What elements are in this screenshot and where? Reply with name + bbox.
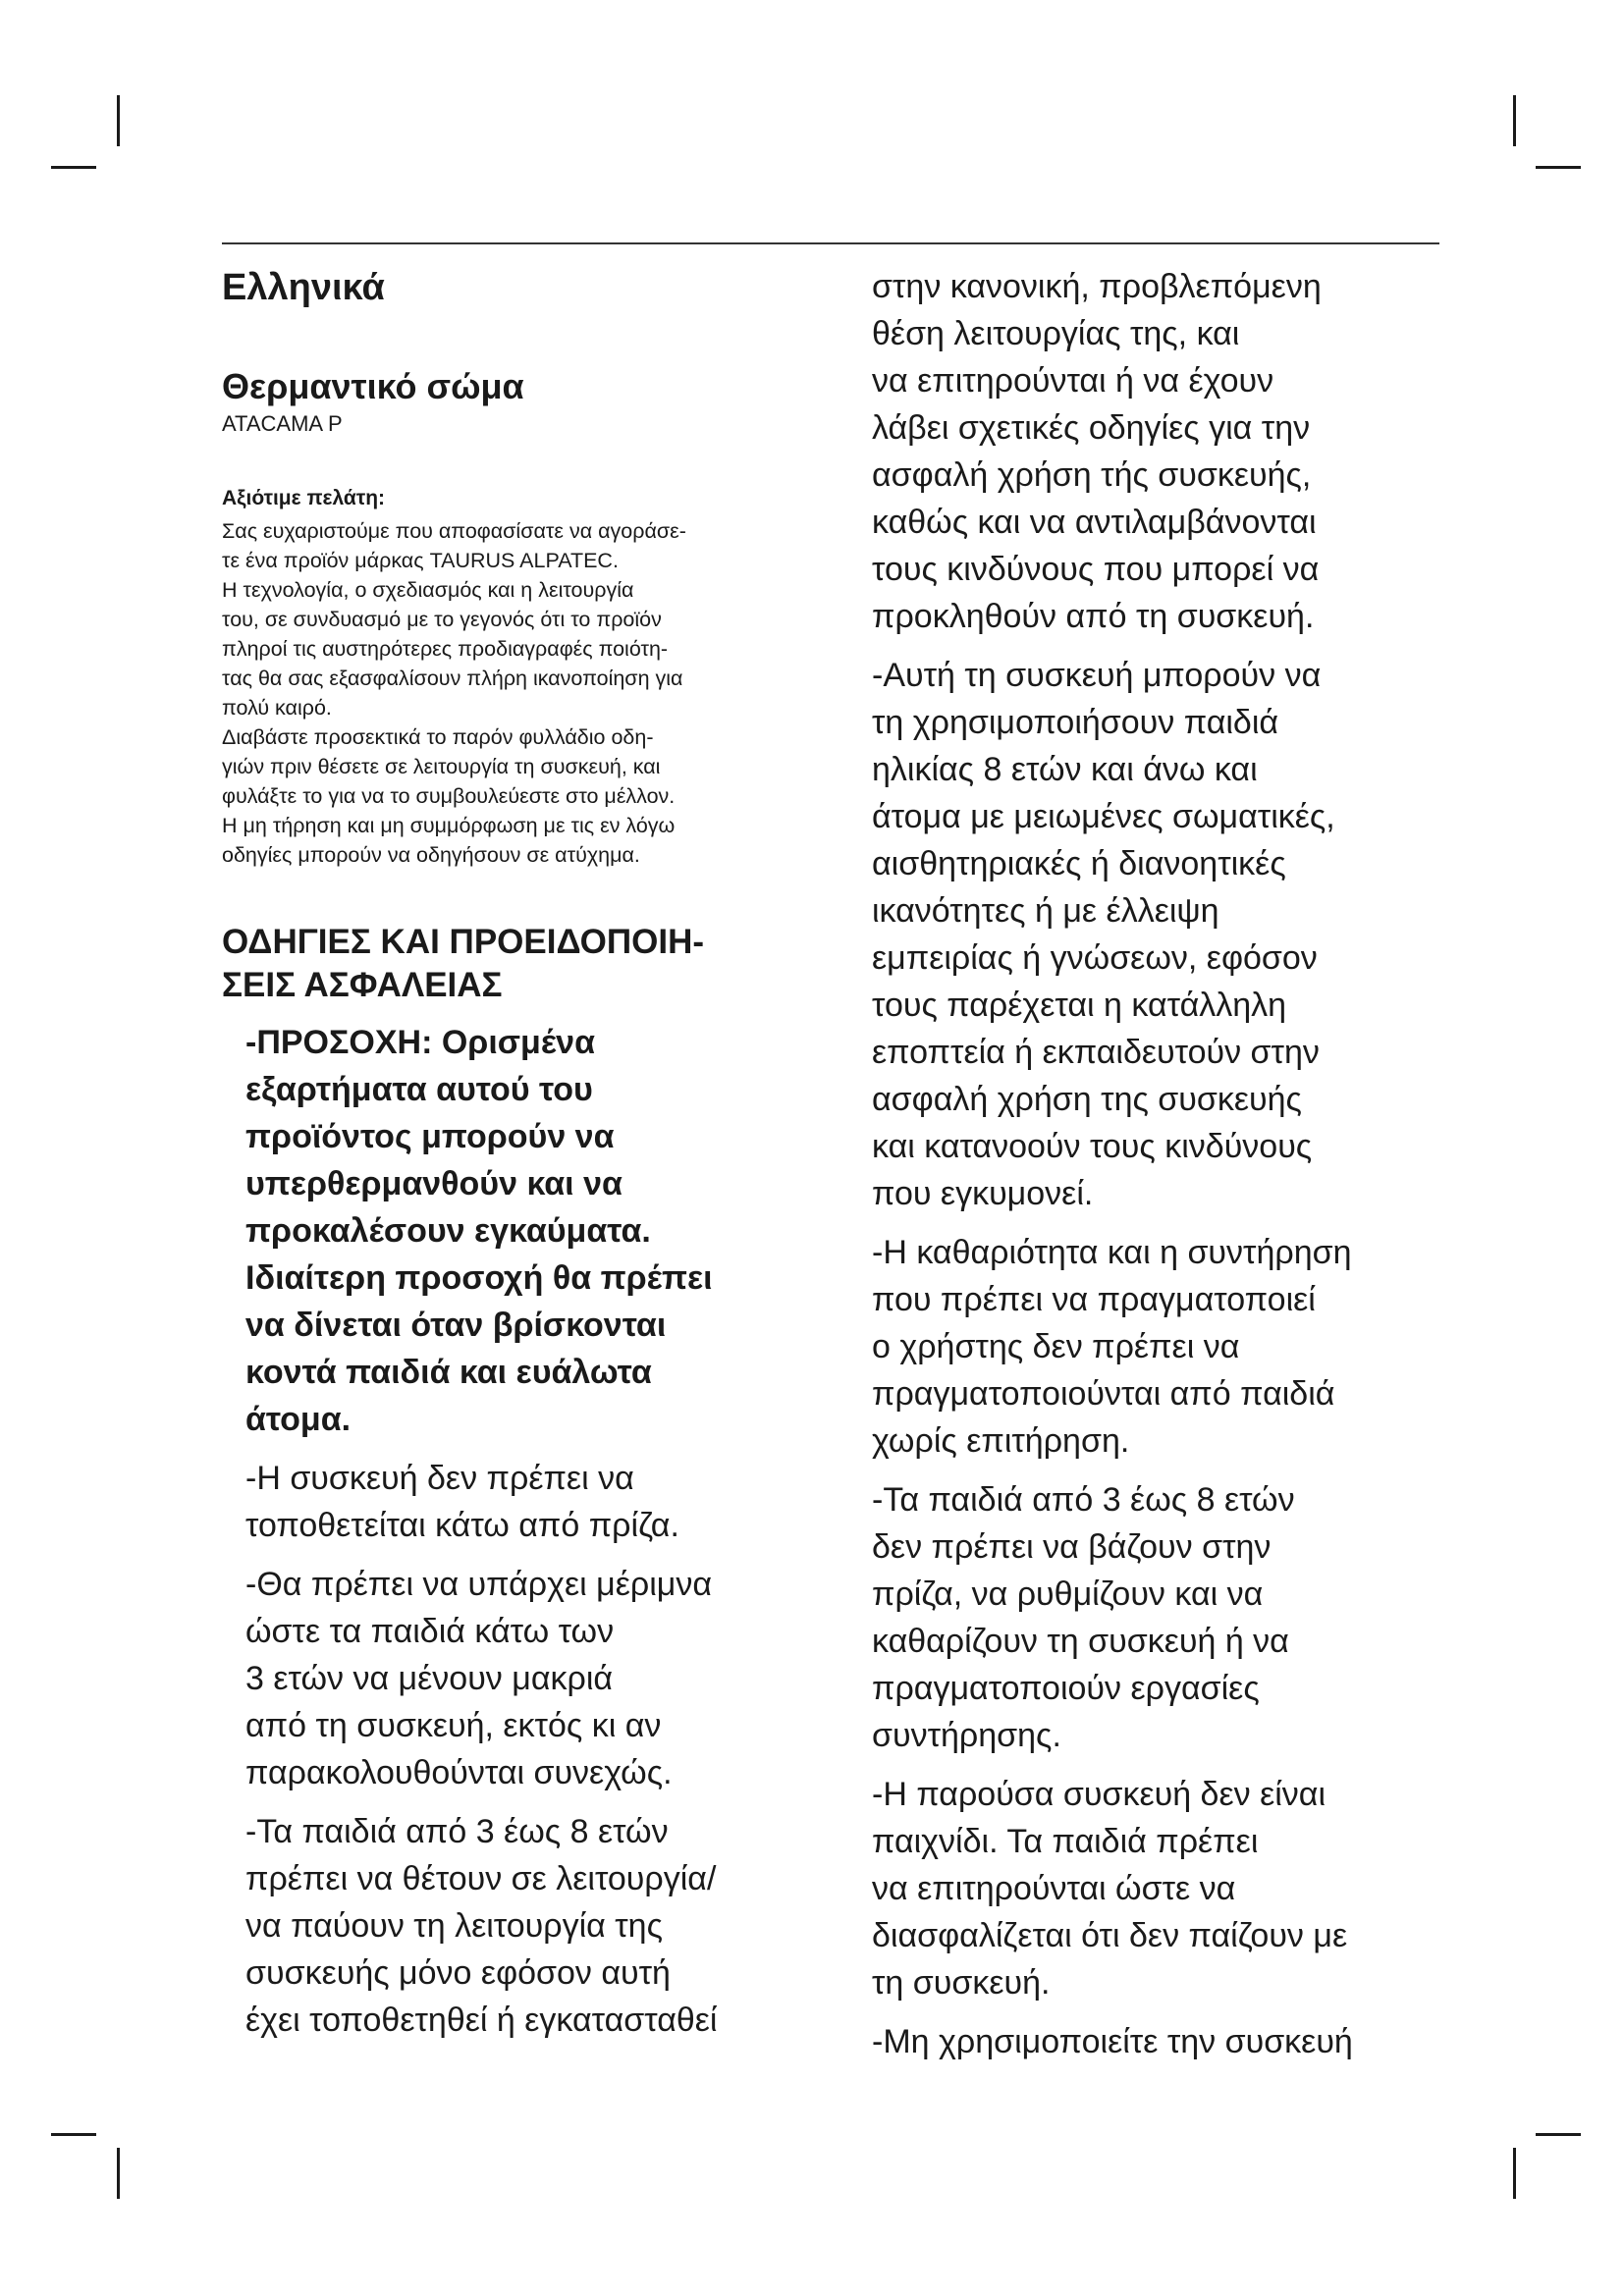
- crop-mark: [117, 95, 120, 146]
- safety-section-title: [222, 921, 850, 1007]
- instruction-line: έχει τοποθετηθεί ή εγκατασταθεί: [245, 2002, 718, 2039]
- intro-line: οδηγίες μπορούν να οδηγήσουν σε ατύχημα.: [222, 843, 640, 867]
- instruction-line: και κατανοούν τους κινδύνους: [872, 1128, 1313, 1165]
- instruction-line: από τη συσκευή, εκτός κι αν: [245, 1707, 662, 1744]
- instruction-line: -Αυτή τη συσκευή μπορούν να: [872, 657, 1322, 694]
- instruction-children-8-up: [872, 652, 1461, 1217]
- instruction-cleaning: [872, 1229, 1461, 1465]
- warning-line: εξαρτήματα αυτού του: [245, 1071, 593, 1108]
- instruction-line: που πρέπει να πραγματοποιεί: [872, 1281, 1316, 1318]
- top-rule: [222, 242, 1439, 244]
- instruction-line: τους κινδύνους που μπορεί να: [872, 551, 1320, 588]
- instruction-line: πραγματοποιούνται από παιδιά: [872, 1375, 1335, 1413]
- instruction-line: διασφαλίζεται ότι δεν παίζουν με: [872, 1917, 1348, 1954]
- instruction-line: δεν πρέπει να βάζουν στην: [872, 1528, 1272, 1566]
- instruction-line: ικανότητες ή με έλλειψη: [872, 892, 1219, 930]
- crop-mark: [51, 2133, 96, 2136]
- intro-line: Η μη τήρηση και μη συμμόρφωση με τις εν λόγω: [222, 814, 676, 837]
- instruction-line: τους παρέχεται η κατάλληλη: [872, 987, 1287, 1024]
- instruction-line: ασφαλή χρήση της συσκευής: [872, 1081, 1302, 1118]
- warning-line: άτομα.: [245, 1401, 352, 1438]
- instruction-do-not-use: [872, 2018, 1461, 2065]
- crop-mark: [1513, 95, 1516, 146]
- instruction-line: λάβει σχετικές οδηγίες για την: [872, 409, 1311, 447]
- instruction-line: -Η παρούσα συσκευή δεν είναι: [872, 1776, 1326, 1813]
- instruction-line: τοποθετείται κάτω από πρίζα.: [245, 1507, 679, 1544]
- crop-mark: [117, 2148, 120, 2199]
- crop-mark: [1536, 2133, 1581, 2136]
- burn-warning: [245, 1019, 850, 1443]
- instruction-children-3-to-8-operate: [245, 1808, 850, 2044]
- instruction-line: καθαρίζουν τη συσκευή ή να: [872, 1623, 1289, 1660]
- product-title: Θερμαντικό σώμα: [222, 366, 524, 406]
- instruction-line: προκληθούν από τη συσκευή.: [872, 598, 1315, 635]
- model-name: ATACAMA P: [222, 411, 343, 436]
- intro-line: του, σε συνδυασμό με το γεγονός ότι το προϊόν: [222, 608, 662, 631]
- crop-mark: [51, 166, 96, 169]
- instruction-line: πρέπει να θέτουν σε λειτουργία/: [245, 1860, 717, 1897]
- intro-line: τε ένα προϊόν μάρκας TAURUS ALPATEC.: [222, 549, 619, 572]
- instruction-children-3-to-8-plug: [872, 1476, 1461, 1759]
- instruction-line: χωρίς επιτήρηση.: [872, 1422, 1130, 1460]
- instruction-line: -Τα παιδιά από 3 έως 8 ετών: [245, 1813, 669, 1850]
- instruction-line: να παύουν τη λειτουργία της: [245, 1907, 663, 1945]
- instruction-line: -Μη χρησιμοποιείτε την συσκευή: [872, 2023, 1353, 2060]
- instruction-children-under-3: [245, 1561, 850, 1796]
- warning-line: υπερθερμανθούν και να: [245, 1165, 623, 1202]
- instruction-line: 3 ετών να μένουν μακριά: [245, 1660, 614, 1697]
- instruction-line: -Θα πρέπει να υπάρχει μέριμνα: [245, 1566, 713, 1603]
- instruction-line: άτομα με μειωμένες σωματικές,: [872, 798, 1335, 835]
- left-column: [222, 263, 850, 2056]
- intro-line: τας θα σας εξασφαλίσουν πλήρη ικανοποίηση για: [222, 667, 683, 690]
- intro-line: φυλάξτε το για να το συμβουλεύεστε στο μέλλον.: [222, 784, 676, 808]
- section-title-line: ΟΔΗΓΙΕΣ ΚΑΙ ΠΡΟΕΙΔΟΠΟΙΗ-: [222, 923, 705, 961]
- language-heading: Ελληνικά: [222, 267, 385, 308]
- instruction-line: παρακολουθούνται συνεχώς.: [245, 1754, 673, 1791]
- instruction-line: -Τα παιδιά από 3 έως 8 ετών: [872, 1481, 1295, 1519]
- warning-line: -ΠΡΟΣΟΧΗ: Ορισμένα: [245, 1024, 595, 1061]
- instruction-line: συντήρησης.: [872, 1717, 1061, 1754]
- warning-line: κοντά παιδιά και ευάλωτα: [245, 1354, 652, 1391]
- instruction-socket: [245, 1455, 850, 1549]
- instruction-line: -Η συσκευή δεν πρέπει να: [245, 1460, 634, 1497]
- instruction-line: πραγματοποιούν εργασίες: [872, 1670, 1260, 1707]
- instruction-line: εμπειρίας ή γνώσεων, εφόσον: [872, 939, 1318, 977]
- instruction-line: συσκευής μόνο εφόσον αυτή: [245, 1954, 671, 1992]
- instruction-line: εποπτεία ή εκπαιδευτούν στην: [872, 1034, 1320, 1071]
- instruction-line: τη συσκευή.: [872, 1964, 1051, 2002]
- instruction-line: ώστε τα παιδιά κάτω των: [245, 1613, 615, 1650]
- warning-line: προκαλέσουν εγκαύματα.: [245, 1212, 651, 1250]
- crop-mark: [1536, 166, 1581, 169]
- warning-line: Ιδιαίτερη προσοχή θα πρέπει: [245, 1259, 713, 1297]
- instruction-line: ηλικίας 8 ετών και άνω και: [872, 751, 1258, 788]
- instruction-line: θέση λειτουργίας της, και: [872, 315, 1240, 352]
- instruction-line: στην κανονική, προβλεπόμενη: [872, 268, 1322, 305]
- instruction-line: που εγκυμονεί.: [872, 1175, 1094, 1212]
- instruction-line: ο χρήστης δεν πρέπει να: [872, 1328, 1240, 1365]
- intro-line: Η τεχνολογία, ο σχεδιασμός και η λειτουργία: [222, 578, 634, 602]
- intro-line: Διαβάστε προσεκτικά το παρόν φυλλάδιο οδη-: [222, 725, 654, 749]
- instruction-line: -Η καθαριότητα και η συντήρηση: [872, 1234, 1352, 1271]
- crop-mark: [1513, 2148, 1516, 2199]
- intro-paragraph: [222, 516, 850, 870]
- instruction-line: αισθητηριακές ή διανοητικές: [872, 845, 1286, 882]
- intro-line: πληροί τις αυστηρότερες προδιαγραφές ποιότη-: [222, 637, 669, 661]
- instruction-not-a-toy: [872, 1771, 1461, 2006]
- intro-line: πολύ καιρό.: [222, 696, 332, 720]
- instruction-line: καθώς και να αντιλαμβάνονται: [872, 504, 1317, 541]
- instruction-line: πρίζα, να ρυθμίζουν και να: [872, 1575, 1264, 1613]
- instruction-line: τη χρησιμοποιήσουν παιδιά: [872, 704, 1279, 741]
- warning-line: προϊόντος μπορούν να: [245, 1118, 615, 1155]
- warning-line: να δίνεται όταν βρίσκονται: [245, 1307, 667, 1344]
- instruction-line: να επιτηρούνται ή να έχουν: [872, 362, 1274, 400]
- instruction-line: παιχνίδι. Τα παιδιά πρέπει: [872, 1823, 1259, 1860]
- instruction-line: να επιτηρούνται ώστε να: [872, 1870, 1236, 1907]
- right-column: [872, 263, 1461, 2077]
- instruction-continuation: [872, 263, 1461, 640]
- intro-line: γιών πριν θέσετε σε λειτουργία τη συσκευή, και: [222, 755, 661, 778]
- instruction-line: ασφαλή χρήση τής συσκευής,: [872, 456, 1312, 494]
- greeting: Αξιότιμε πελάτη:: [222, 487, 386, 509]
- section-title-line: ΣΕΙΣ ΑΣΦΑΛΕΙΑΣ: [222, 966, 503, 1004]
- intro-line: Σας ευχαριστούμε που αποφασίσατε να αγοράσε-: [222, 519, 686, 543]
